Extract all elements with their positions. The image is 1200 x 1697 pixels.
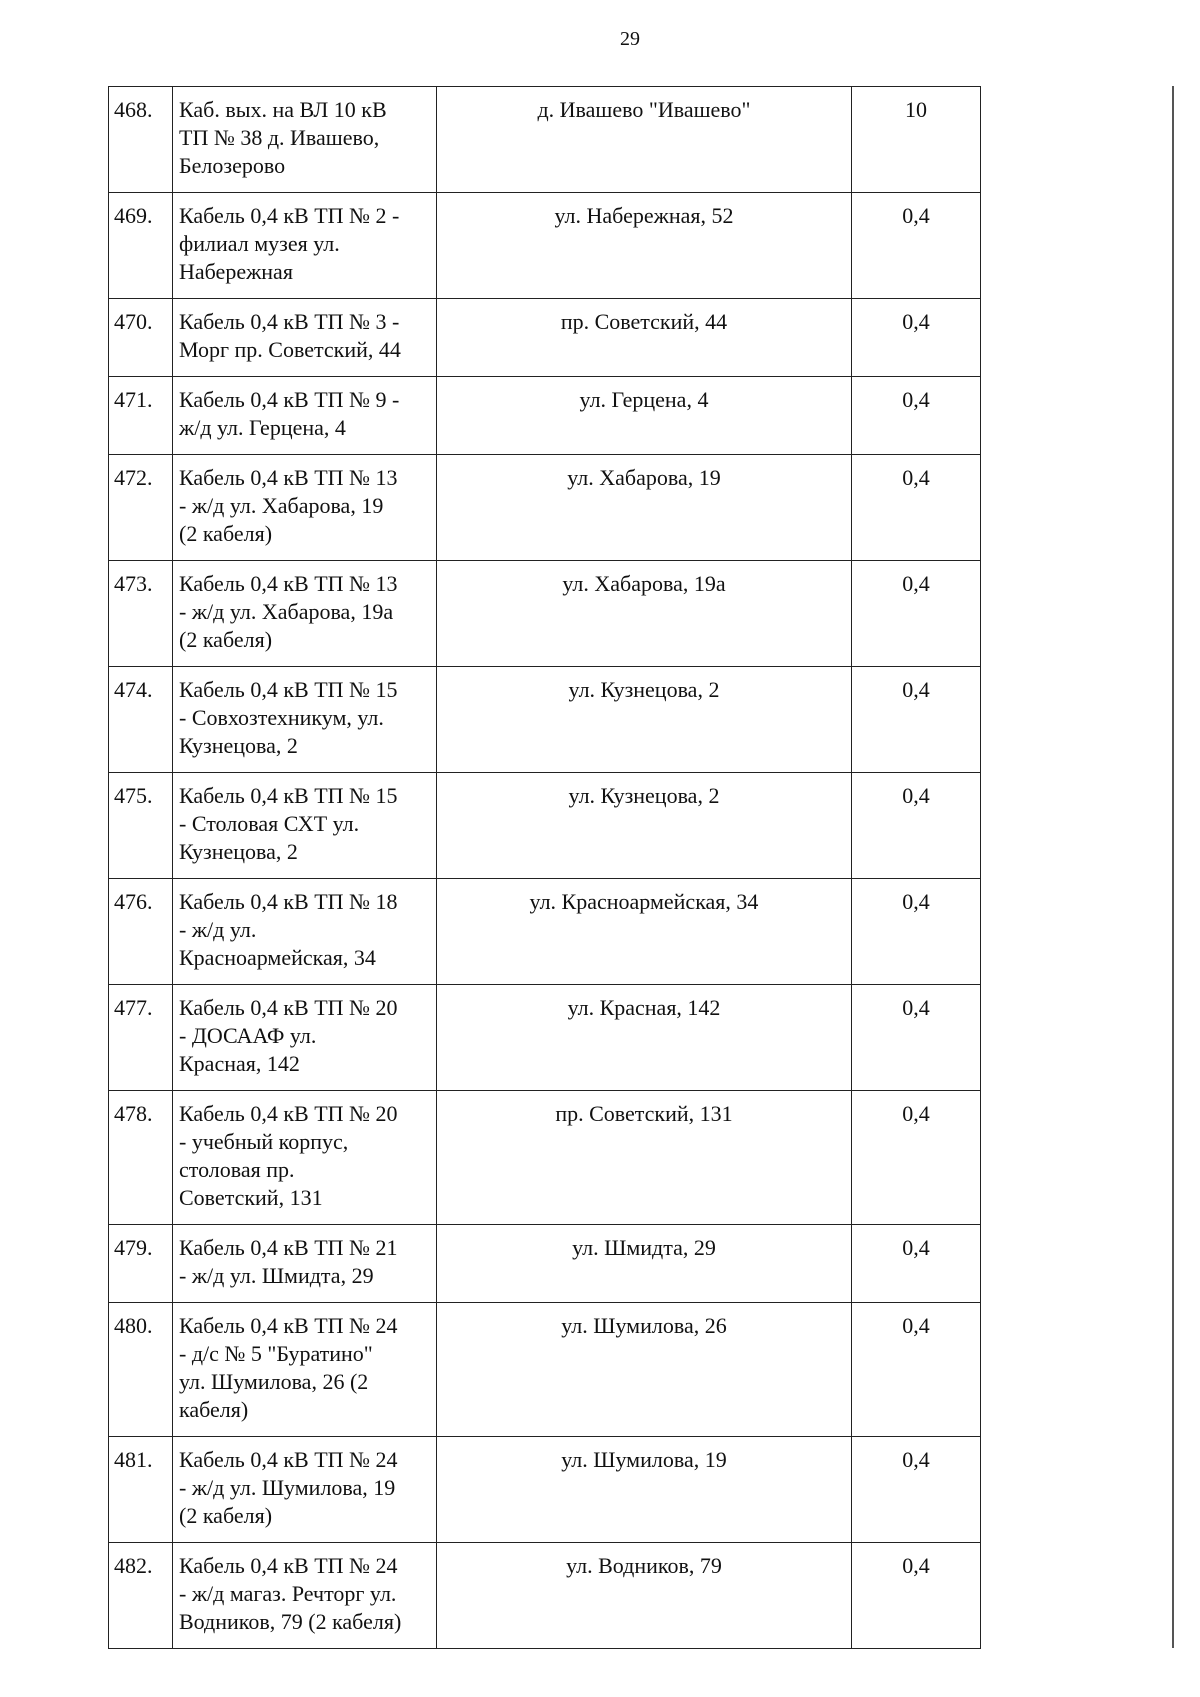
- row-number: 471.: [109, 377, 173, 455]
- cable-name-text: Кабель 0,4 кВ ТП № 24 - ж/д ул. Шумилова, 19 (2 кабеля): [179, 1447, 398, 1528]
- table-row: [109, 87, 981, 193]
- voltage: 0,4: [852, 1225, 981, 1303]
- cable-name: [173, 377, 437, 455]
- cable-name-text: Кабель 0,4 кВ ТП № 24 - д/с № 5 "Буратино" ул. Шумилова, 26 (2 кабеля): [179, 1313, 398, 1422]
- cable-name: [173, 193, 437, 299]
- cable-name: [173, 1091, 437, 1225]
- cable-name-text: Кабель 0,4 кВ ТП № 20 - учебный корпус, столовая пр. Советский, 131: [179, 1101, 398, 1210]
- table-row: [109, 377, 981, 455]
- row-number: 479.: [109, 1225, 173, 1303]
- cable-name: [173, 561, 437, 667]
- table-row: [109, 561, 981, 667]
- row-number: 476.: [109, 879, 173, 985]
- cable-table: [108, 86, 981, 1649]
- cable-name: [173, 1543, 437, 1649]
- voltage: 10: [852, 87, 981, 193]
- cable-name: [173, 879, 437, 985]
- cable-name-text: Кабель 0,4 кВ ТП № 20 - ДОСААФ ул. Красная, 142: [179, 995, 398, 1076]
- cable-name-text: Кабель 0,4 кВ ТП № 24 - ж/д магаз. Речторг ул. Водников, 79 (2 кабеля): [179, 1553, 402, 1634]
- margin-rule: [1172, 86, 1174, 1648]
- row-number: 469.: [109, 193, 173, 299]
- address: пр. Советский, 44: [437, 299, 852, 377]
- voltage: 0,4: [852, 667, 981, 773]
- voltage: 0,4: [852, 193, 981, 299]
- address: ул. Кузнецова, 2: [437, 667, 852, 773]
- cable-name: [173, 299, 437, 377]
- table-row: [109, 985, 981, 1091]
- voltage: 0,4: [852, 299, 981, 377]
- row-number: 481.: [109, 1437, 173, 1543]
- address: ул. Водников, 79: [437, 1543, 852, 1649]
- cable-name-text: Кабель 0,4 кВ ТП № 15 - Столовая СХТ ул. Кузнецова, 2: [179, 783, 398, 864]
- table-row: [109, 773, 981, 879]
- table-row: [109, 299, 981, 377]
- address: ул. Шмидта, 29: [437, 1225, 852, 1303]
- address: ул. Шумилова, 19: [437, 1437, 852, 1543]
- cable-name-text: Каб. вых. на ВЛ 10 кВ ТП № 38 д. Ивашево, Белозерово: [179, 97, 387, 178]
- cable-name-text: Кабель 0,4 кВ ТП № 15 - Совхозтехникум, ул. Кузнецова, 2: [179, 677, 398, 758]
- address: ул. Кузнецова, 2: [437, 773, 852, 879]
- cable-name-text: Кабель 0,4 кВ ТП № 3 - Морг пр. Советский, 44: [179, 309, 401, 362]
- voltage: 0,4: [852, 1437, 981, 1543]
- cable-name: [173, 455, 437, 561]
- voltage: 0,4: [852, 773, 981, 879]
- row-number: 475.: [109, 773, 173, 879]
- address: ул. Шумилова, 26: [437, 1303, 852, 1437]
- cable-name-text: Кабель 0,4 кВ ТП № 13 - ж/д ул. Хабарова, 19 (2 кабеля): [179, 465, 398, 546]
- table-row: [109, 1225, 981, 1303]
- voltage: 0,4: [852, 1091, 981, 1225]
- table-row: [109, 1303, 981, 1437]
- cable-name: [173, 985, 437, 1091]
- voltage: 0,4: [852, 377, 981, 455]
- cable-name: [173, 87, 437, 193]
- table-row: [109, 1437, 981, 1543]
- address: ул. Набережная, 52: [437, 193, 852, 299]
- table-row: [109, 667, 981, 773]
- address: ул. Красная, 142: [437, 985, 852, 1091]
- cable-name-text: Кабель 0,4 кВ ТП № 21 - ж/д ул. Шмидта, 29: [179, 1235, 398, 1288]
- address: ул. Герцена, 4: [437, 377, 852, 455]
- voltage: 0,4: [852, 1303, 981, 1437]
- cable-name-text: Кабель 0,4 кВ ТП № 2 - филиал музея ул. Набережная: [179, 203, 400, 284]
- voltage: 0,4: [852, 985, 981, 1091]
- row-number: 472.: [109, 455, 173, 561]
- table-row: [109, 193, 981, 299]
- address: ул. Красноармейская, 34: [437, 879, 852, 985]
- cable-name-text: Кабель 0,4 кВ ТП № 9 - ж/д ул. Герцена, 4: [179, 387, 400, 440]
- row-number: 470.: [109, 299, 173, 377]
- cable-name: [173, 1437, 437, 1543]
- cable-name: [173, 773, 437, 879]
- row-number: 482.: [109, 1543, 173, 1649]
- row-number: 468.: [109, 87, 173, 193]
- row-number: 478.: [109, 1091, 173, 1225]
- voltage: 0,4: [852, 455, 981, 561]
- voltage: 0,4: [852, 879, 981, 985]
- table-row: [109, 1091, 981, 1225]
- table-row: [109, 879, 981, 985]
- row-number: 473.: [109, 561, 173, 667]
- page-number: 29: [620, 28, 640, 50]
- address: ул. Хабарова, 19а: [437, 561, 852, 667]
- row-number: 474.: [109, 667, 173, 773]
- address: ул. Хабарова, 19: [437, 455, 852, 561]
- row-number: 480.: [109, 1303, 173, 1437]
- voltage: 0,4: [852, 561, 981, 667]
- cable-name-text: Кабель 0,4 кВ ТП № 18 - ж/д ул. Красноармейская, 34: [179, 889, 398, 970]
- cable-name: [173, 1303, 437, 1437]
- cable-name: [173, 1225, 437, 1303]
- address: пр. Советский, 131: [437, 1091, 852, 1225]
- row-number: 477.: [109, 985, 173, 1091]
- cable-name: [173, 667, 437, 773]
- table-row: [109, 1543, 981, 1649]
- voltage: 0,4: [852, 1543, 981, 1649]
- table-row: [109, 455, 981, 561]
- cable-name-text: Кабель 0,4 кВ ТП № 13 - ж/д ул. Хабарова, 19а (2 кабеля): [179, 571, 398, 652]
- address: д. Ивашево "Ивашево": [437, 87, 852, 193]
